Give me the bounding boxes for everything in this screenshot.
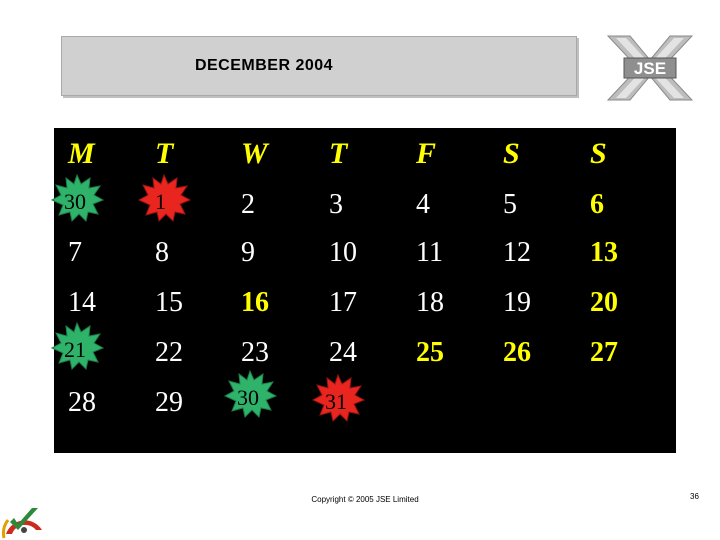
weekday-mon: M bbox=[68, 137, 95, 170]
day-cell-26: 26 bbox=[503, 337, 531, 368]
day-cell-1: 1 bbox=[139, 180, 209, 224]
day-cell-16: 16 bbox=[241, 287, 269, 318]
weekday-sun: S bbox=[590, 137, 607, 170]
day-cell-12: 12 bbox=[503, 237, 531, 268]
day-cell-2: 2 bbox=[241, 189, 255, 220]
weekday-tue: T bbox=[155, 137, 174, 170]
day-cell-23: 23 bbox=[241, 337, 269, 368]
day-cell-4: 4 bbox=[416, 189, 430, 220]
weekday-fri: F bbox=[416, 137, 437, 170]
day-cell-13: 13 bbox=[590, 237, 618, 268]
jse-logo-text: JSE bbox=[633, 59, 667, 78]
day-cell-21: 21 bbox=[52, 328, 122, 372]
page-title: DECEMBER 2004 bbox=[194, 57, 334, 74]
day-cell-14: 14 bbox=[68, 287, 96, 318]
day-cell-24: 24 bbox=[329, 337, 357, 368]
day-cell-20: 20 bbox=[590, 287, 618, 318]
corner-badge-logo bbox=[0, 500, 48, 540]
day-cell-27: 27 bbox=[590, 337, 618, 368]
day-cell-6: 6 bbox=[590, 189, 604, 220]
copyright-text: Copyright © 2005 JSE Limited bbox=[311, 495, 419, 504]
weekday-wed: W bbox=[241, 137, 268, 170]
day-cell-17: 17 bbox=[329, 287, 357, 318]
page-number: 36 bbox=[690, 492, 699, 501]
day-cell-15: 15 bbox=[155, 287, 183, 318]
day-cell-8: 8 bbox=[155, 237, 169, 268]
title-bar bbox=[61, 36, 577, 96]
day-cell-prev-30: 30 bbox=[52, 180, 122, 224]
day-cell-28: 28 bbox=[68, 387, 96, 418]
day-cell-31: 31 bbox=[313, 380, 383, 424]
weekday-sat: S bbox=[503, 137, 520, 170]
weekday-thu: T bbox=[329, 137, 348, 170]
day-cell-30: 30 bbox=[225, 376, 295, 420]
jse-logo bbox=[604, 34, 696, 102]
day-cell-7: 7 bbox=[68, 237, 82, 268]
day-cell-29: 29 bbox=[155, 387, 183, 418]
day-cell-9: 9 bbox=[241, 237, 255, 268]
day-cell-3: 3 bbox=[329, 189, 343, 220]
day-cell-18: 18 bbox=[416, 287, 444, 318]
day-cell-5: 5 bbox=[503, 189, 517, 220]
day-cell-19: 19 bbox=[503, 287, 531, 318]
day-cell-10: 10 bbox=[329, 237, 357, 268]
day-cell-22: 22 bbox=[155, 337, 183, 368]
calendar-grid bbox=[54, 128, 676, 453]
day-cell-25: 25 bbox=[416, 337, 444, 368]
day-cell-11: 11 bbox=[416, 237, 443, 268]
